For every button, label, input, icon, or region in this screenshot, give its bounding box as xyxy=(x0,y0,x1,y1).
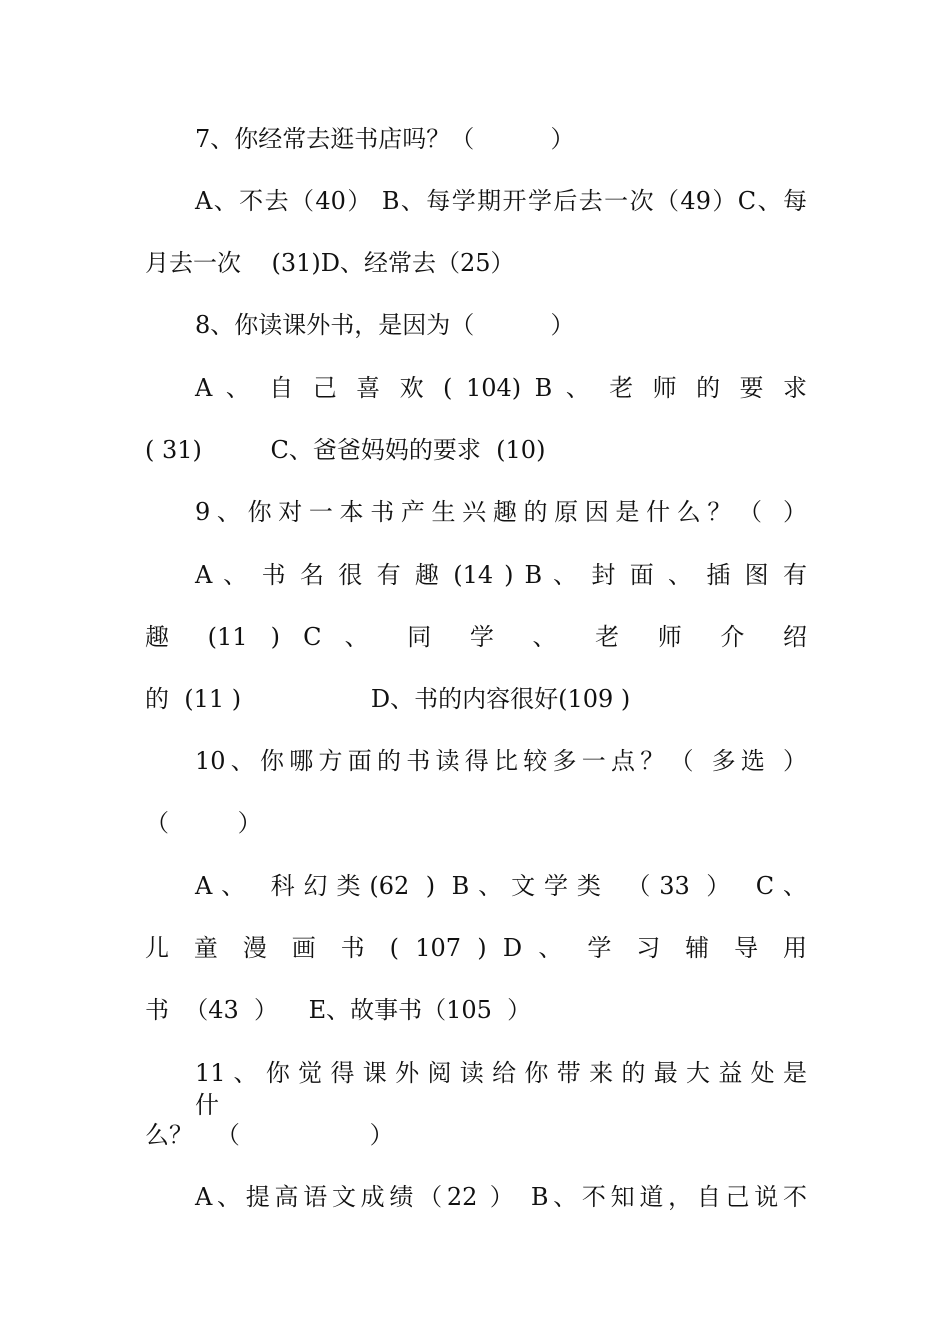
question-11-answer-blank: 么？ （ ） xyxy=(145,1121,394,1149)
question-10-text: 10、你哪方面的书读得比较多一点？（ 多选 ） xyxy=(195,747,807,775)
question-10-answer-blank: （ ） xyxy=(145,809,262,837)
question-7-options-line-2: 月去一次 (31)D、经常去（25） xyxy=(145,249,515,277)
question-7-options-line-1: A、不去（40） B、每学期开学后去一次（49）C、每 xyxy=(195,187,807,215)
question-8-text: 8、你读课外书，是因为（ ） xyxy=(195,311,575,339)
question-10-options-line-1: A、 科幻类(62 ) B、文学类 （33 ） C、 xyxy=(195,872,807,900)
question-10-options-line-2: 儿 童 漫 画 书 ( 107 ) D 、 学 习 辅 导 用 xyxy=(145,934,807,962)
question-9-text: 9、你对一本书产生兴趣的原因是什么？（ ） xyxy=(195,498,807,526)
question-8-options-line-1: A 、 自 己 喜 欢 ( 104) B 、 老 师 的 要 求 xyxy=(195,374,807,402)
question-9-options-line-1: A 、 书 名 很 有 趣 (14 ) B 、 封 面 、 插 图 有 xyxy=(195,561,807,589)
question-7-text: 7、你经常去逛书店吗？（ ） xyxy=(195,125,575,153)
question-9-options-line-3: 的 (11 ) D、书的内容很好(109 ) xyxy=(145,685,631,713)
question-8-options-line-2: ( 31) C、爸爸妈妈的要求 (10) xyxy=(145,436,546,464)
question-11-text: 11 、 你 觉 得 课 外 阅 读 给 你 带 来 的 最 大 益 处 是 什 xyxy=(195,1059,807,1119)
question-9-options-line-2: 趣 (11 ) C 、 同 学 、 老 师 介 绍 xyxy=(145,623,807,651)
question-11-options-line-1: A、提高语文成绩（22 ） B、不知道，自己说不 xyxy=(195,1183,807,1211)
question-10-options-line-3: 书 （43 ） E、故事书（105 ） xyxy=(145,996,532,1024)
